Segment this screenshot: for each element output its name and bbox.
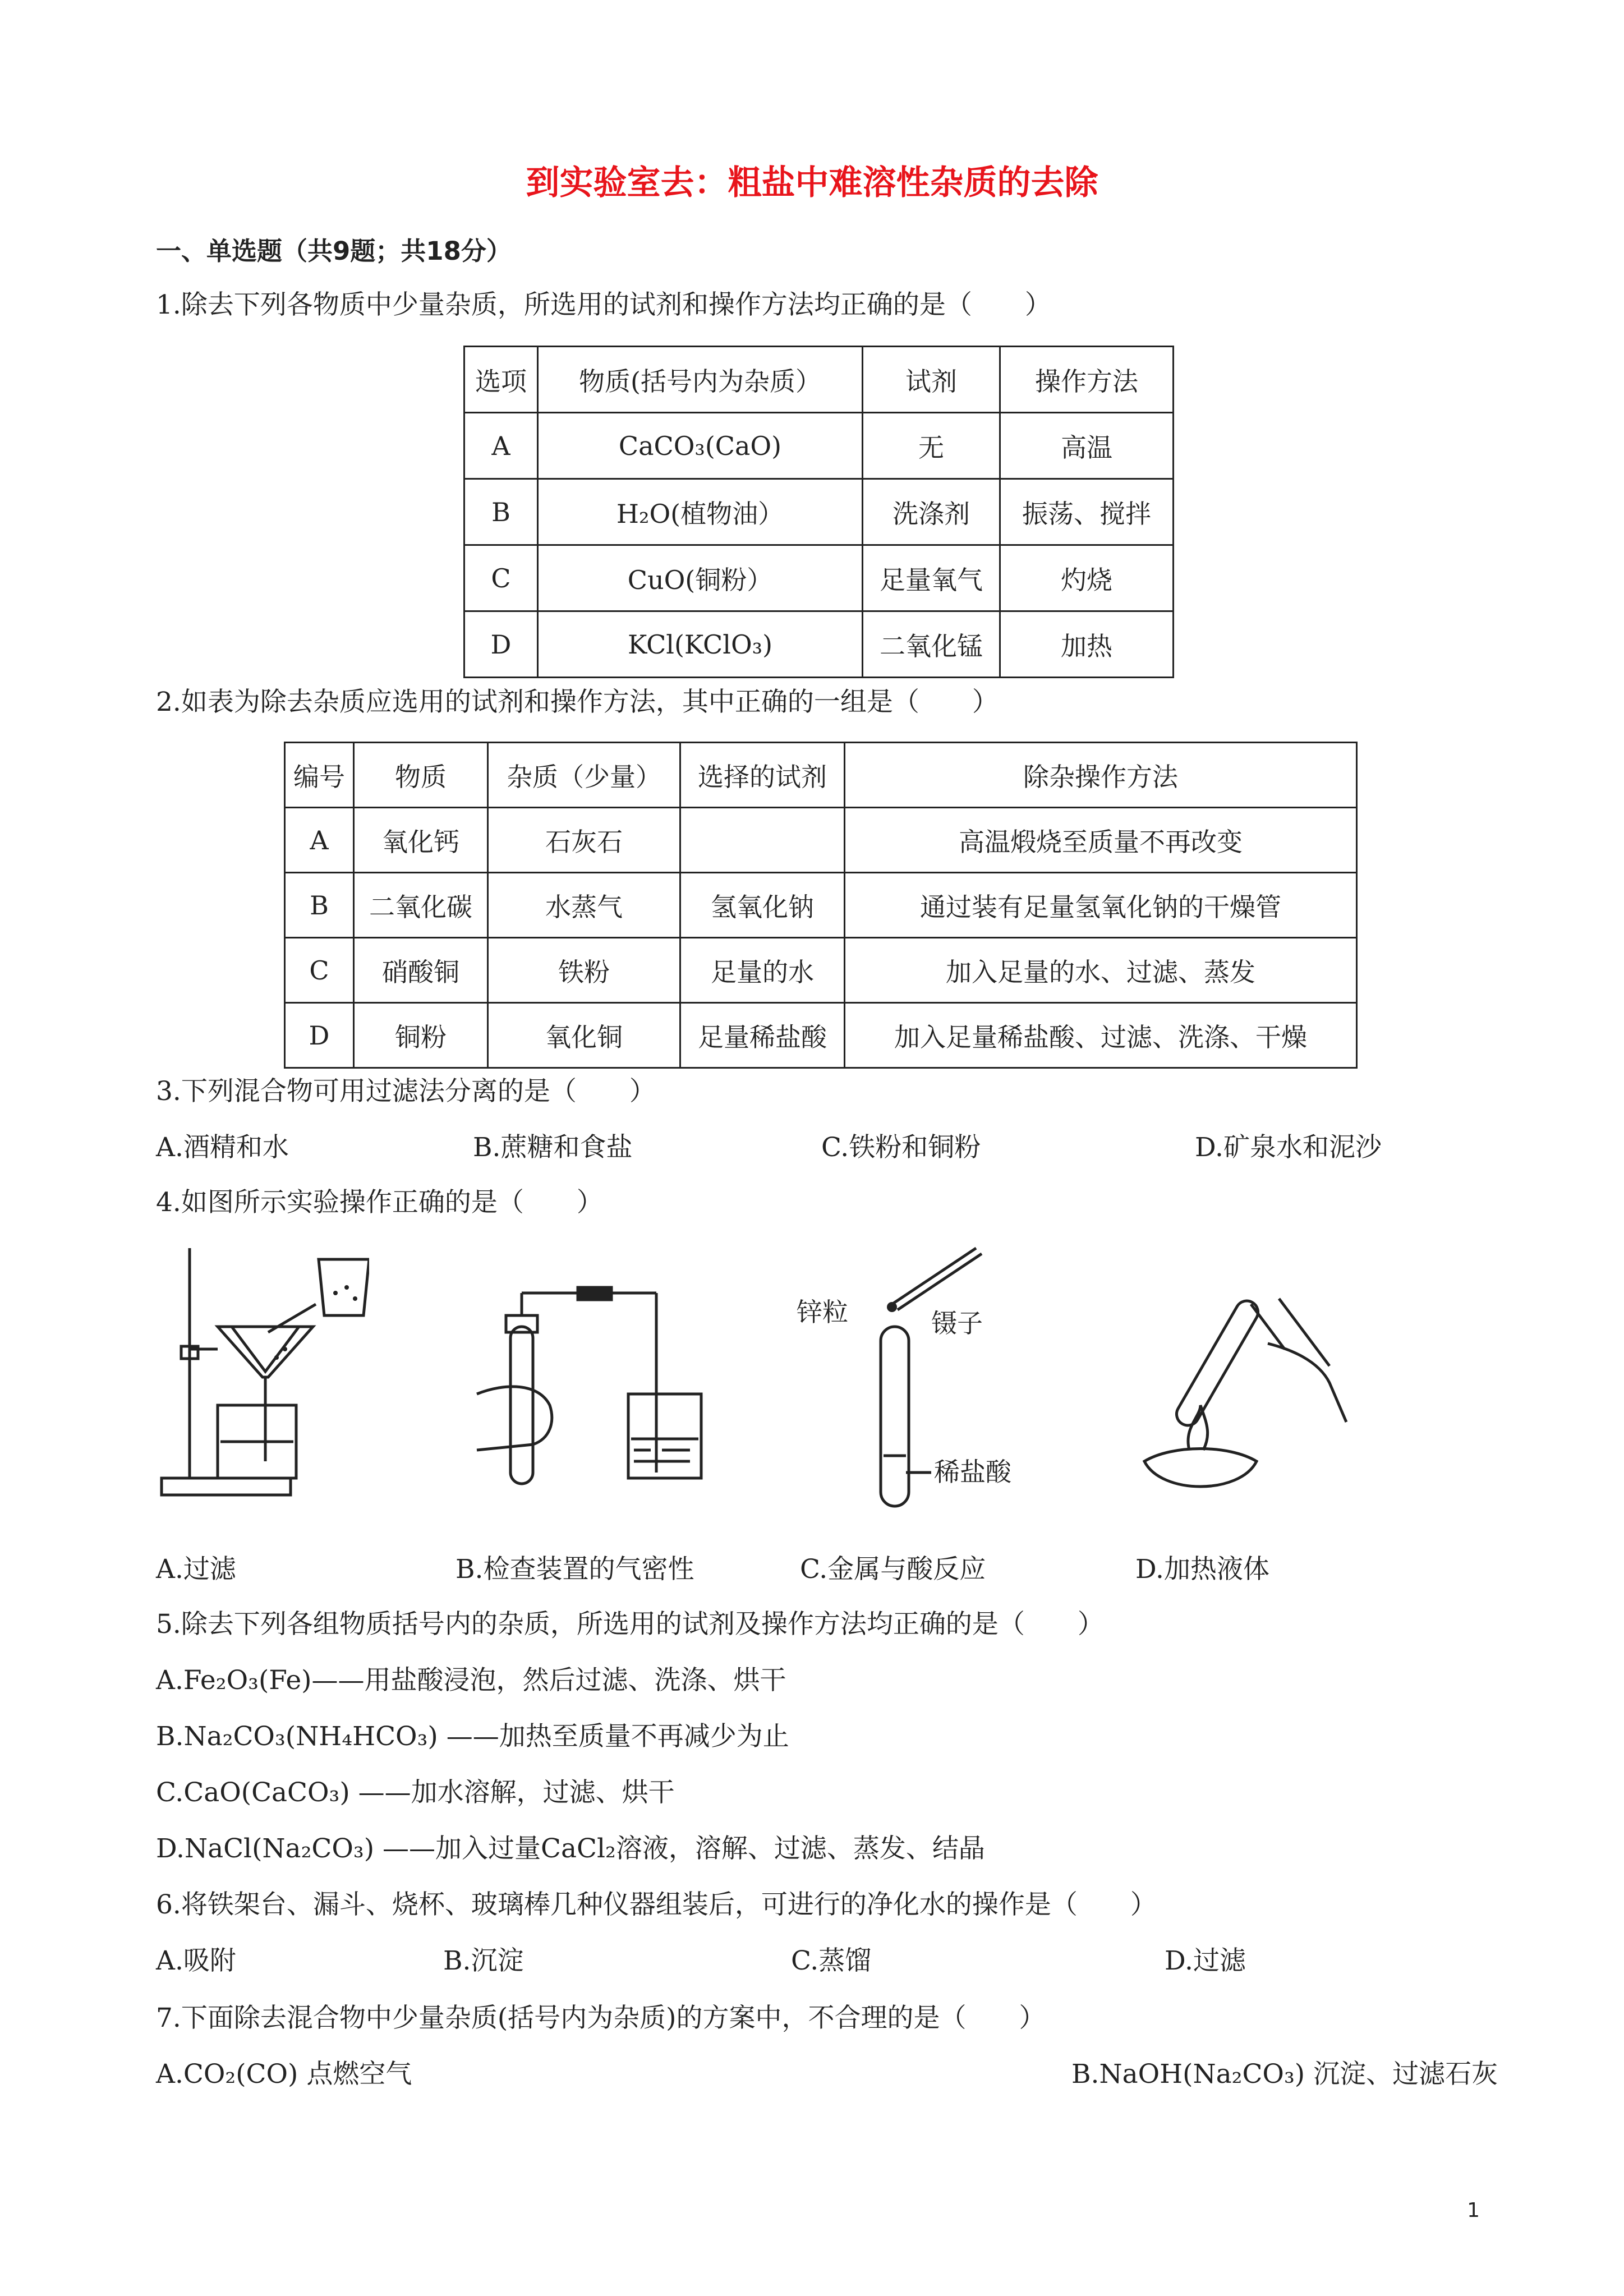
table-cell: 足量的水 [680,938,845,1003]
tweezers-label: 镊子 [931,1308,983,1338]
option-a: A.吸附 [156,1945,236,1976]
page-number: 1 [1467,2199,1480,2222]
table-cell: 洗涤剂 [863,479,1000,545]
option-c: C.CaO(CaCO₃) ——加水溶解，过滤、烘干 [156,1777,675,1808]
table-cell: 氢氧化钠 [680,873,845,938]
table-cell: 氧化铜 [488,1003,680,1068]
table-cell: 加入足量稀盐酸、过滤、洗涤、干燥 [845,1003,1357,1068]
table-cell: D [464,611,538,678]
option-b: B.Na₂CO₃(NH₄HCO₃) ——加热至质量不再减少为止 [156,1721,789,1752]
table-header: 选择的试剂 [680,743,845,808]
table-cell: B [464,479,538,545]
table-cell: 加热 [1000,611,1174,678]
section-heading: 一、单选题（共9题；共18分） [156,236,512,266]
question-1-stem: 1.除去下列各物质中少量杂质，所选用的试剂和操作方法均正确的是（ ） [156,289,1051,320]
table-header: 除杂操作方法 [845,743,1357,808]
table-cell: B [285,873,354,938]
zinc-granule-label: 锌粒 [797,1297,848,1327]
option-b: B.NaOH(Na₂CO₃) 沉淀、过滤石灰 [1071,2059,1498,2090]
option-c: C.蒸馏 [791,1945,872,1976]
table-header: 物质 [354,743,488,808]
option-b: B.检查装置的气密性 [456,1554,694,1585]
question-2-stem: 2.如表为除去杂质应选用的试剂和操作方法，其中正确的一组是（ ） [156,687,999,717]
table-cell: 通过装有足量氢氧化钠的干燥管 [845,873,1357,938]
question-7-stem: 7.下面除去混合物中少量杂质(括号内为杂质)的方案中，不合理的是（ ） [156,2003,1046,2033]
table-cell: 高温 [1000,413,1174,479]
table-cell: 高温煅烧至质量不再改变 [845,808,1357,873]
table-header: 选项 [464,347,538,413]
option-b: B.沉淀 [443,1945,524,1976]
option-a: A.过滤 [156,1554,236,1585]
table-cell: D [285,1003,354,1068]
table-cell: A [285,808,354,873]
table-cell [680,808,845,873]
option-a: A.CO₂(CO) 点燃空气 [156,2059,412,2090]
table-cell: 二氧化碳 [354,873,488,938]
table-cell: 铁粉 [488,938,680,1003]
table-cell: 加入足量的水、过滤、蒸发 [845,938,1357,1003]
dilute-hcl-label: 稀盐酸 [934,1457,1011,1487]
table-header: 编号 [285,743,354,808]
question-3-stem: 3.下列混合物可用过滤法分离的是（ ） [156,1076,656,1107]
table-cell: 氧化钙 [354,808,488,873]
table-cell: 二氧化锰 [863,611,1000,678]
heating-liquid-figure [1139,1282,1363,1506]
option-d: D.矿泉水和泥沙 [1195,1132,1382,1163]
table-header: 物质(括号内为杂质） [538,347,863,413]
table-header: 操作方法 [1000,347,1174,413]
metal-acid-figure [791,1237,1038,1517]
page-title: 到实验室去：粗盐中难溶性杂质的去除 [526,163,1098,203]
question-4-stem: 4.如图所示实验操作正确的是（ ） [156,1187,603,1218]
table-cell: 无 [863,413,1000,479]
option-a: A.酒精和水 [156,1132,289,1163]
table-cell: 灼烧 [1000,545,1174,611]
table-cell: KCl(KClO₃) [538,611,863,678]
table-cell: C [285,938,354,1003]
table-cell: 足量氧气 [863,545,1000,611]
question-1-table [463,346,1174,678]
filtration-apparatus-figure [156,1237,369,1506]
question-2-table [284,742,1358,1069]
table-cell: CuO(铜粉） [538,545,863,611]
table-cell: CaCO₃(CaO) [538,413,863,479]
table-header: 试剂 [863,347,1000,413]
option-b: B.蔗糖和食盐 [473,1132,633,1163]
option-d: D.加热液体 [1135,1554,1269,1585]
table-cell: 水蒸气 [488,873,680,938]
table-cell: 足量稀盐酸 [680,1003,845,1068]
table-cell: C [464,545,538,611]
table-cell: 铜粉 [354,1003,488,1068]
question-6-stem: 6.将铁架台、漏斗、烧杯、玻璃棒几种仪器组装后，可进行的净化水的操作是（ ） [156,1889,1157,1920]
option-c: C.金属与酸反应 [800,1554,986,1585]
question-5-stem: 5.除去下列各组物质括号内的杂质，所选用的试剂及操作方法均正确的是（ ） [156,1609,1104,1640]
option-d: D.NaCl(Na₂CO₃) ——加入过量CaCl₂溶液，溶解、过滤、蒸发、结晶 [156,1833,985,1864]
airtightness-check-figure [454,1282,712,1495]
table-cell: 石灰石 [488,808,680,873]
table-cell: H₂O(植物油） [538,479,863,545]
option-c: C.铁粉和铜粉 [821,1132,981,1163]
table-cell: 振荡、搅拌 [1000,479,1174,545]
option-a: A.Fe₂O₃(Fe)——用盐酸浸泡，然后过滤、洗涤、烘干 [156,1665,786,1696]
table-cell: 硝酸铜 [354,938,488,1003]
table-header: 杂质（少量） [488,743,680,808]
option-d: D.过滤 [1165,1945,1246,1976]
table-cell: A [464,413,538,479]
